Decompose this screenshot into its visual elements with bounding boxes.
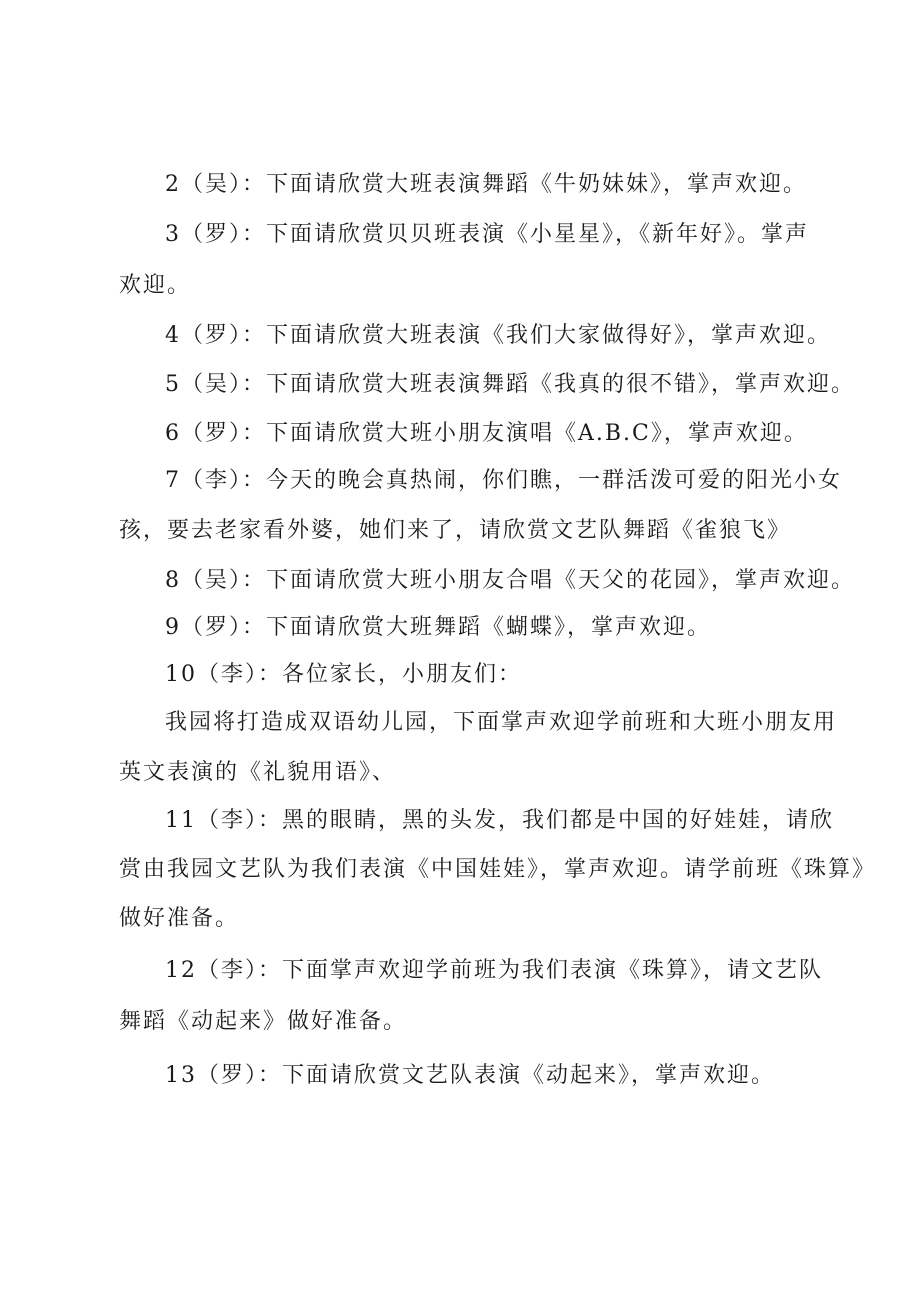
paragraph-line: 我园将打造成双语幼儿园，下面掌声欢迎学前班和大班小朋友用 xyxy=(165,710,838,735)
paragraph-line: 2（吴）：下面请欣赏大班表演舞蹈《牛奶妹妹》，掌声欢迎。 xyxy=(165,172,807,197)
paragraph-line: 6（罗）：下面请欣赏大班小朋友演唱《A.B.C》，掌声欢迎。 xyxy=(165,421,808,446)
paragraph-line: 8（吴）：下面请欣赏大班小朋友合唱《天父的花园》，掌声欢迎。 xyxy=(165,568,855,593)
paragraph-line: 欢迎。 xyxy=(119,273,192,298)
paragraph-line: 10（李）：各位家长，小朋友们： xyxy=(165,662,522,687)
paragraph-line: 孩，要去老家看外婆，她们来了，请欣赏文艺队舞蹈《雀狼飞》 xyxy=(119,518,792,543)
paragraph-line: 4（罗）：下面请欣赏大班表演《我们大家做得好》，掌声欢迎。 xyxy=(165,323,831,348)
paragraph-line: 3（罗）：下面请欣赏贝贝班表演《小星星》，《新年好》。掌声 xyxy=(165,222,809,247)
paragraph-line: 11（李）：黑的眼睛，黑的头发，我们都是中国的好娃娃，请欣 xyxy=(165,808,834,833)
paragraph-line: 9（罗）：下面请欣赏大班舞蹈《蝴蝶》，掌声欢迎。 xyxy=(165,615,711,640)
paragraph-line: 做好准备。 xyxy=(119,906,240,931)
paragraph-line: 12（李）：下面掌声欢迎学前班为我们表演《珠算》，请文艺队 xyxy=(165,958,823,983)
paragraph-line: 13（罗）：下面请欣赏文艺队表演《动起来》，掌声欢迎。 xyxy=(165,1063,775,1088)
paragraph-line: 英文表演的《礼貌用语》、 xyxy=(119,760,397,785)
paragraph-line: 5（吴）：下面请欣赏大班表演舞蹈《我真的很不错》，掌声欢迎。 xyxy=(165,372,855,397)
paragraph-line: 7（李）：今天的晚会真热闹，你们瞧，一群活泼可爱的阳光小女 xyxy=(165,468,842,493)
paragraph-line: 赏由我园文艺队为我们表演《中国娃娃》，掌声欢迎。请学前班《珠算》 xyxy=(119,857,877,882)
paragraph-line: 舞蹈《动起来》做好准备。 xyxy=(119,1009,408,1034)
